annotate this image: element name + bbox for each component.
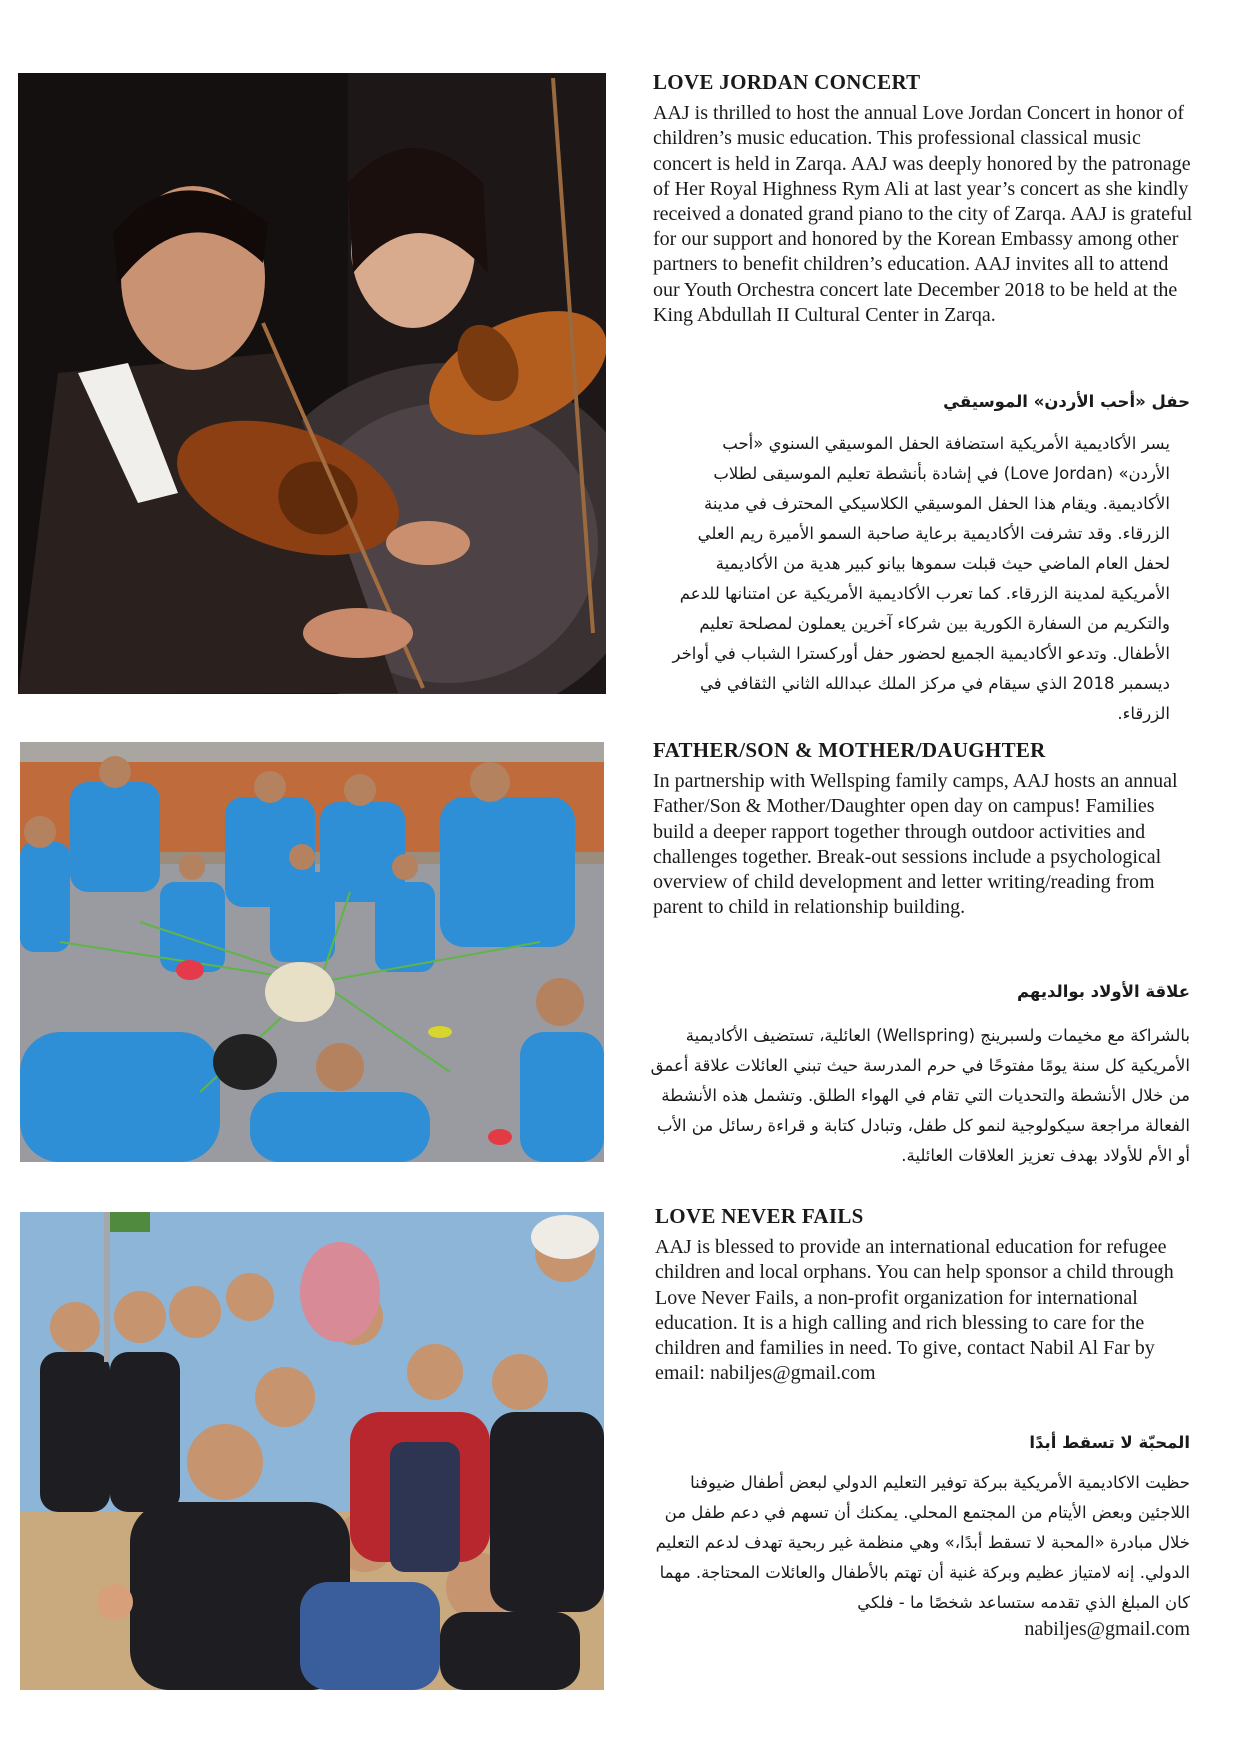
family-arabic-title: علاقة الأولاد بوالديهم	[1016, 982, 1190, 1001]
lnf-arabic-title: المحبّة لا تسقط أبدًا	[1029, 1433, 1190, 1452]
concert-body: AAJ is thrilled to host the annual Love Jordan Concert in honor of children’s music education. This professional classical music concert is held in Zarqa. AAJ was deeply honored by the patronage of Her Royal Highness Rym Ali at last year’s concert as she kindly received a donated grand piano to the city of Zarqa. AAJ is grateful for our support and honored by the Korean Embassy among other partners to benefit children’s education. AAJ invites all to attend our Youth Orchestra concert late December 2018 to be held at the King Abdullah II Cultural Center in Zarqa.	[653, 102, 1193, 326]
lnf-arabic-body: حظيت الاكاديمية الأمريكية ببركة توفير التعليم الدولي لبعض أطفال ضيوفنا اللاجئين وبعض الأيتام من المجتمع المحلي. يمكنك أن تسهم في دعم طفل من خلال مبادرة «المحبة لا تسقط أبدًا،» وهي منظمة غير ربحية تهدف لدعم التعليم الدولي. إنه لامتياز عظيم وبركة غنية أن تهتم بالأطفال والعائلات المحتاجة. مهما كان المبلغ الذي تقدمه ستساعد شخصًا ما - فلكي	[655, 1473, 1190, 1612]
concert-title: LOVE JORDAN CONCERT	[653, 70, 921, 94]
concert-arabic-body: يسر الأكاديمية الأمريكية استضافة الحفل الموسيقي السنوي «أحب الأردن» (Love Jordan) في إشادة بأنشطة تعليم الموسيقى لطلاب الأكاديمية. ويقام هذا الحفل الموسيقي الكلاسيكي المحترف في مدينة الزرقاء. وقد تشرفت الأكاديمية برعاية صاحبة السمو الأميرة ريم العلي لحفل العام الماضي حيث قبلت سموها بيانو كبير هدية من الأكاديمية الأمريكية لمدينة الزرقاء. كما تعرب الأكاديمية الأمريكية عن امتنانها للدعم والتكريم من السفارة الكورية بين شركاء آخرين يعملون لمصلحة تعليم الأطفال. وتدعو الأكاديمية الجميع لحضور حفل أوركسترا الشباب في أواخر ديسمبر 2018 الذي سيقام في مركز الملك عبدالله الثاني الثقافي في الزرقاء.	[672, 434, 1170, 723]
concert-photo	[18, 73, 606, 694]
concert-arabic-title: حفل «أحب الأردن» الموسيقي	[943, 392, 1190, 411]
family-arabic-body: بالشراكة مع مخيمات ولسبرينج (Wellspring) العائلية، تستضيف الأكاديمية الأمريكية كل سنة يومًا مفتوحًا في حرم المدرسة حيث تبني العائلات علاقة أعمق من خلال الأنشطة والتحديات التي تقام في الهواء الطلق. وتشمل هذه الأنشطة الفعالة مراجعة سيكولوجية لنمو كل طفل، وتبادل كتابة و قراءة رسائل من الأب أو الأم للأولاد بهدف تعزيز العلاقات العائلية.	[650, 1026, 1190, 1165]
lnf-title: LOVE NEVER FAILS	[655, 1204, 864, 1228]
children-group-photo	[20, 1212, 604, 1690]
family-title: FATHER/SON & MOTHER/DAUGHTER	[653, 738, 1046, 762]
family-day-photo	[20, 742, 604, 1162]
lnf-email: nabiljes@gmail.com	[1024, 1618, 1190, 1640]
lnf-body: AAJ is blessed to provide an international education for refugee children and local orphans. You can help sponsor a child through Love Never Fails, a non-profit organization for international education. It is a high calling and rich blessing to care for the children and families in need. To give, contact Nabil Al Far by email: nabiljes@gmail.com	[655, 1236, 1174, 1385]
family-body: In partnership with Wellsping family camps, AAJ hosts an annual Father/Son & Mother/Daughter open day on campus! Families build a deeper rapport together through outdoor activities and challenges together. Break-out sessions include a psychological overview of child development and letter writing/reading from parent to child in relationship building.	[653, 770, 1178, 919]
